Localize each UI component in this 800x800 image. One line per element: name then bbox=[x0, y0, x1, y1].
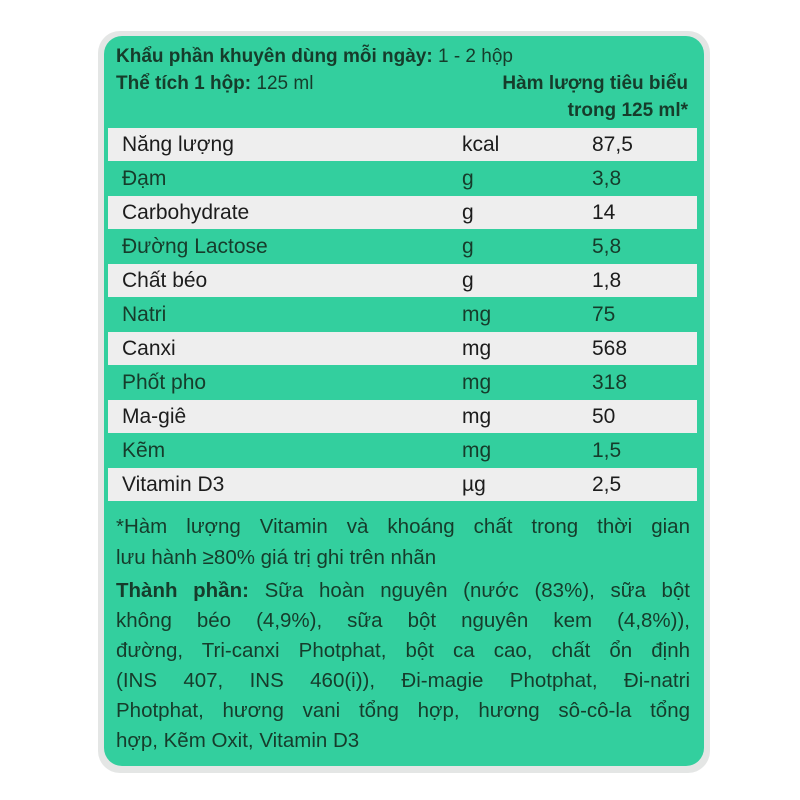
nutrient-name: Vitamin D3 bbox=[122, 473, 225, 496]
column-title bbox=[502, 70, 688, 124]
nutrient-name: Ma-giê bbox=[122, 405, 187, 428]
serving-value: 1 - 2 hộp bbox=[437, 46, 513, 67]
nutrient-value: 3,8 bbox=[592, 167, 622, 190]
nutrient-value: 1,5 bbox=[592, 439, 622, 462]
nutrient-unit: mg bbox=[462, 371, 492, 394]
nutrient-name: Canxi bbox=[122, 337, 176, 360]
nutrient-unit: mg bbox=[462, 337, 492, 360]
nutrient-unit: g bbox=[462, 201, 474, 224]
nutrient-value: 318 bbox=[592, 371, 628, 394]
table-row bbox=[108, 366, 697, 399]
table-row bbox=[108, 468, 697, 501]
table-row bbox=[108, 332, 697, 365]
nutrient-value: 1,8 bbox=[592, 269, 622, 292]
nutrient-value: 50 bbox=[592, 405, 616, 428]
table-row bbox=[108, 264, 697, 297]
ingredients-line: (INS 407, INS 460(i)), Đi-magie Photphat, Đi-natri bbox=[116, 669, 690, 692]
nutrient-unit: mg bbox=[462, 303, 492, 326]
ingredients-line: Thành phần: Sữa hoàn nguyên (nước (83%), sữa bột bbox=[116, 579, 690, 602]
footnote-line: lưu hành ≥80% giá trị ghi trên nhãn bbox=[116, 546, 437, 569]
nutrient-name: Phốt pho bbox=[122, 371, 207, 394]
ingredients-line: Photphat, hương vani tổng hợp, hương sô-cô-la tổng bbox=[116, 699, 690, 722]
nutrient-name: Carbohydrate bbox=[122, 201, 250, 224]
nutrient-unit: kcal bbox=[462, 133, 500, 156]
nutrient-value: 5,8 bbox=[592, 235, 622, 258]
nutrient-value: 14 bbox=[592, 201, 616, 224]
nutrient-value: 568 bbox=[592, 337, 628, 360]
volume-line bbox=[116, 70, 313, 97]
nutrient-name: Natri bbox=[122, 303, 167, 326]
table-row bbox=[108, 230, 697, 263]
nutrient-name: Năng lượng bbox=[122, 133, 234, 156]
nutrient-value: 75 bbox=[592, 303, 616, 326]
table-row bbox=[108, 162, 697, 195]
ingredients-line: hợp, Kẽm Oxit, Vitamin D3 bbox=[116, 729, 360, 752]
volume-label: Thể tích 1 hộp: bbox=[116, 73, 252, 94]
ingredients bbox=[116, 576, 690, 756]
nutrient-unit: g bbox=[462, 269, 474, 292]
serving-line bbox=[116, 43, 513, 70]
nutrient-name: Đường Lactose bbox=[122, 235, 268, 258]
table-row bbox=[108, 128, 697, 161]
nutrient-unit: g bbox=[462, 167, 474, 190]
ingredients-line: không béo (4,9%), sữa bột nguyên kem (4,8%)), bbox=[116, 609, 690, 632]
column-title-line1: Hàm lượng tiêu biểu bbox=[502, 73, 688, 94]
nutrient-unit: mg bbox=[462, 439, 492, 462]
nutrient-unit: g bbox=[462, 235, 474, 258]
table-row bbox=[108, 196, 697, 229]
nutrient-unit: µg bbox=[462, 473, 486, 496]
nutrient-name: Đạm bbox=[122, 167, 167, 190]
table-row bbox=[108, 434, 697, 467]
table-row bbox=[108, 400, 697, 433]
footnote bbox=[116, 511, 690, 573]
nutrient-name: Kẽm bbox=[122, 439, 166, 462]
nutrient-name: Chất béo bbox=[122, 269, 208, 292]
volume-value: 125 ml bbox=[256, 73, 314, 94]
table-row bbox=[108, 298, 697, 331]
column-title-line2: trong 125 ml* bbox=[567, 100, 688, 121]
footnote-line: *Hàm lượng Vitamin và khoáng chất trong thời gian bbox=[116, 515, 690, 538]
ingredients-label: Thành phần: bbox=[116, 579, 249, 602]
serving-label: Khẩu phần khuyên dùng mỗi ngày: bbox=[116, 46, 433, 67]
nutrient-value: 87,5 bbox=[592, 133, 633, 156]
ingredients-line: đường, Tri-canxi Photphat, bột ca cao, chất ổn định bbox=[116, 639, 690, 662]
nutrient-value: 2,5 bbox=[592, 473, 622, 496]
nutrient-unit: mg bbox=[462, 405, 492, 428]
